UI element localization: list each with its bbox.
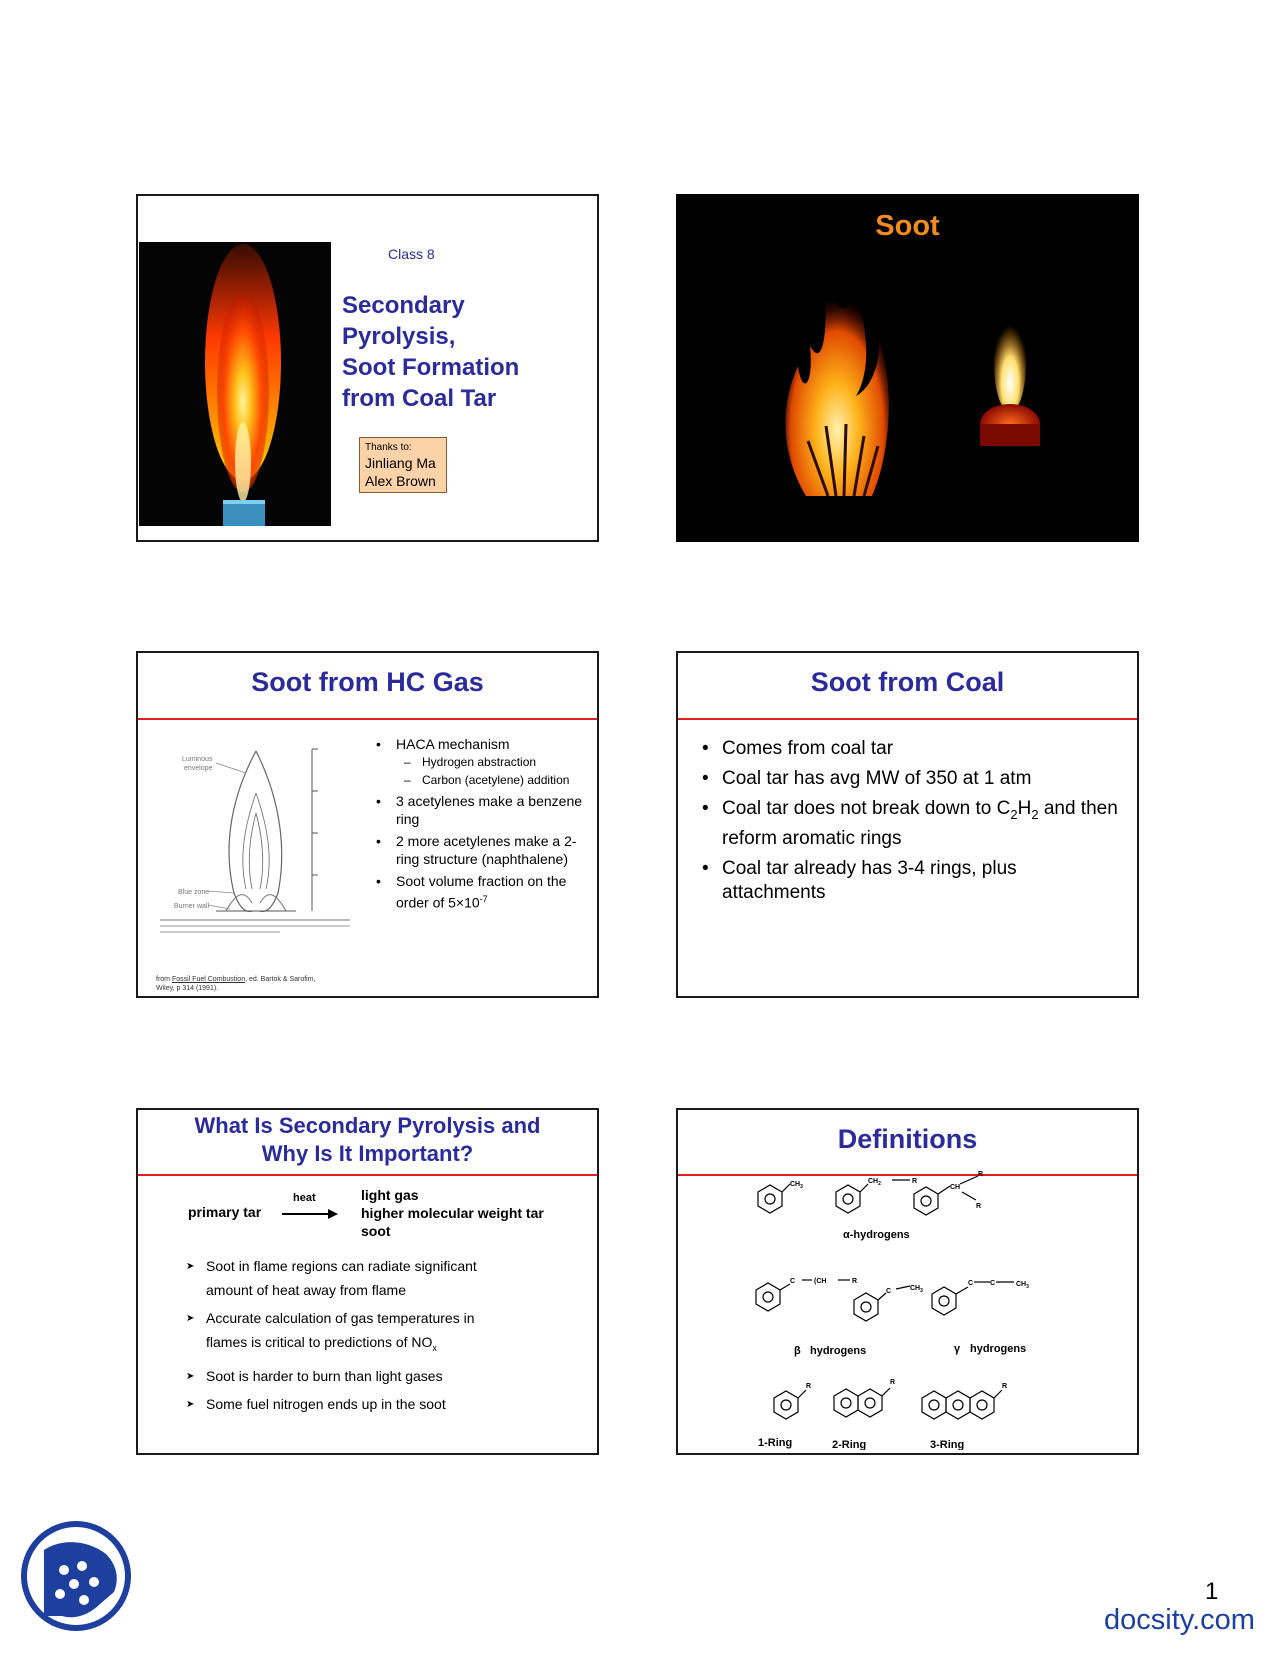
bullet-item: • Comes from coal tar: [700, 737, 1120, 761]
definitions-structures: [678, 1170, 1139, 1450]
chem-label: C: [968, 1280, 974, 1287]
title-rule: [678, 718, 1137, 720]
chem-label: R: [806, 1383, 812, 1390]
bullet-item: • 2 more acetylenes make a 2-ring structure (naphthalene): [374, 832, 584, 868]
soot-flame-figure: [156, 743, 366, 963]
bullet-text: and then reform aromatic rings: [722, 798, 1118, 849]
chem-label: R: [890, 1379, 896, 1386]
slide-title-class8: [136, 194, 599, 542]
citation: [156, 975, 316, 993]
slide-soot-from-coal: [676, 651, 1139, 998]
campfire-candle-image: [678, 196, 1139, 542]
chem-label: $CH_2$: [868, 1178, 881, 1187]
thanks-name: Alex Brown: [365, 473, 436, 489]
chem-label: R: [1002, 1383, 1008, 1390]
sub-bullets: [402, 755, 584, 788]
products: [361, 1186, 544, 1240]
bullet-text: Coal tar does not break down to C: [722, 798, 1011, 819]
class-label: Class 8: [388, 246, 435, 262]
slide5-title: [138, 1112, 597, 1168]
sub-bullet: – Carbon (acetylene) addition: [402, 773, 584, 788]
bullet-text: Soot volume fraction on the order of 5×10: [396, 873, 567, 911]
reaction-arrow: [282, 1208, 338, 1220]
thanks-box: [359, 437, 447, 493]
docsity-logo-icon: [20, 1520, 132, 1632]
subscript: 2: [1031, 806, 1039, 822]
chem-label: R: [976, 1203, 982, 1210]
bullet-item: ➤ Some fuel nitrogen ends up in the soot: [184, 1392, 504, 1416]
title-line: What Is Secondary Pyrolysis and: [194, 1113, 541, 1138]
chem-label: (CH: [814, 1278, 827, 1285]
slide-soot-hc-gas: [136, 651, 599, 998]
gas-flame-image: [139, 242, 331, 526]
fig-label-burner-wall: Burner wall: [174, 903, 210, 910]
ring3-label: 3-Ring: [930, 1439, 965, 1450]
beta-symbol: β: [794, 1345, 801, 1357]
citation-book: Fossil Fuel Combustion: [171, 976, 246, 983]
product-item: soot: [361, 1223, 391, 1239]
gamma-hydrogens-label: hydrogens: [970, 1343, 1027, 1355]
chem-label: $CH_3$: [1016, 1281, 1029, 1290]
fig-label-blue-zone: Blue zone: [178, 889, 210, 896]
title-line: Secondary: [342, 292, 465, 319]
title-line: Soot Formation: [342, 354, 520, 381]
title-line: from Coal Tar: [342, 385, 497, 412]
chem-label: $CH_3$: [910, 1285, 923, 1294]
heat-label: heat: [293, 1192, 316, 1204]
title-line: Why Is It Important?: [261, 1141, 474, 1166]
alpha-hydrogens-label: α-hydrogens: [843, 1229, 910, 1241]
hc-gas-bullets: [374, 735, 584, 912]
product-item: light gas: [361, 1187, 419, 1203]
chem-label: $CH_3$: [790, 1181, 803, 1190]
coal-bullets: [700, 737, 1120, 905]
page-number: 1: [1205, 1578, 1219, 1605]
slide-secondary-pyrolysis: [136, 1108, 599, 1455]
exponent: -7: [479, 894, 488, 904]
slide6-title: Definitions: [837, 1124, 978, 1154]
beta-hydrogens-label: hydrogens: [810, 1345, 867, 1357]
thanks-name: Jinliang Ma: [365, 455, 436, 471]
slide3-title: Soot from HC Gas: [251, 667, 484, 697]
title-rule: [138, 718, 597, 720]
flame-photo: [139, 242, 331, 526]
bullet-text: Accurate calculation of gas temperatures in flames is critical to predictions of NO: [206, 1310, 475, 1350]
bullet-item: • Coal tar already has 3-4 rings, plus attachments: [700, 857, 1120, 905]
subscript: x: [432, 1342, 437, 1353]
bullet-text: HACA mechanism: [396, 736, 510, 752]
importance-bullets: [184, 1254, 504, 1416]
product-item: higher molecular weight tar: [361, 1205, 544, 1221]
gamma-symbol: γ: [954, 1343, 961, 1355]
ring2-label: 2-Ring: [832, 1439, 867, 1450]
chem-label: C: [790, 1278, 796, 1285]
citation-prefix: from: [156, 976, 172, 983]
title-rule: [138, 1174, 597, 1176]
bullet-item: [700, 797, 1120, 851]
bullet-item: • 3 acetylenes make a benzene ring: [374, 792, 584, 828]
chem-label: R: [912, 1178, 918, 1185]
chem-label: C: [886, 1288, 892, 1295]
chem-label: R: [852, 1278, 858, 1285]
ring1-label: 1-Ring: [758, 1437, 793, 1449]
fig-label-envelope: envelope: [184, 765, 213, 772]
docsity-brand[interactable]: docsity.com: [1104, 1604, 1255, 1636]
slide-soot: [676, 194, 1139, 542]
chem-label: CH: [950, 1184, 961, 1191]
sub-bullet: – Hydrogen abstraction: [402, 755, 584, 770]
bullet-text: H: [1017, 798, 1032, 819]
citation-rest: , ed. Bartok & Sarofim,: [245, 976, 316, 983]
citation-line2: Wiley, p 314 (1991).: [156, 985, 219, 992]
title-line: Pyrolysis,: [342, 323, 456, 350]
bullet-soot-fraction: [374, 872, 584, 912]
subscript: 2: [1010, 806, 1018, 822]
slide4-title: Soot from Coal: [810, 667, 1005, 697]
chem-label: C: [990, 1280, 996, 1287]
slide-definitions: [676, 1108, 1139, 1455]
chem-label: R: [978, 1171, 984, 1178]
bullet-item: • Coal tar has avg MW of 350 at 1 atm: [700, 767, 1120, 791]
bullet-haca: [374, 735, 584, 788]
slide1-title: [342, 290, 519, 414]
bullet-item: ➤ Soot is harder to burn than light gases: [184, 1364, 504, 1388]
bullet-item: [184, 1306, 504, 1360]
fig-label-luminous: Luminous: [182, 756, 213, 763]
bullet-item: ➤ Soot in flame regions can radiate significant amount of heat away from flame: [184, 1254, 504, 1302]
thanks-label: Thanks to:: [365, 442, 412, 453]
primary-tar-label: primary tar: [188, 1204, 262, 1220]
soot-title: Soot: [875, 210, 940, 242]
